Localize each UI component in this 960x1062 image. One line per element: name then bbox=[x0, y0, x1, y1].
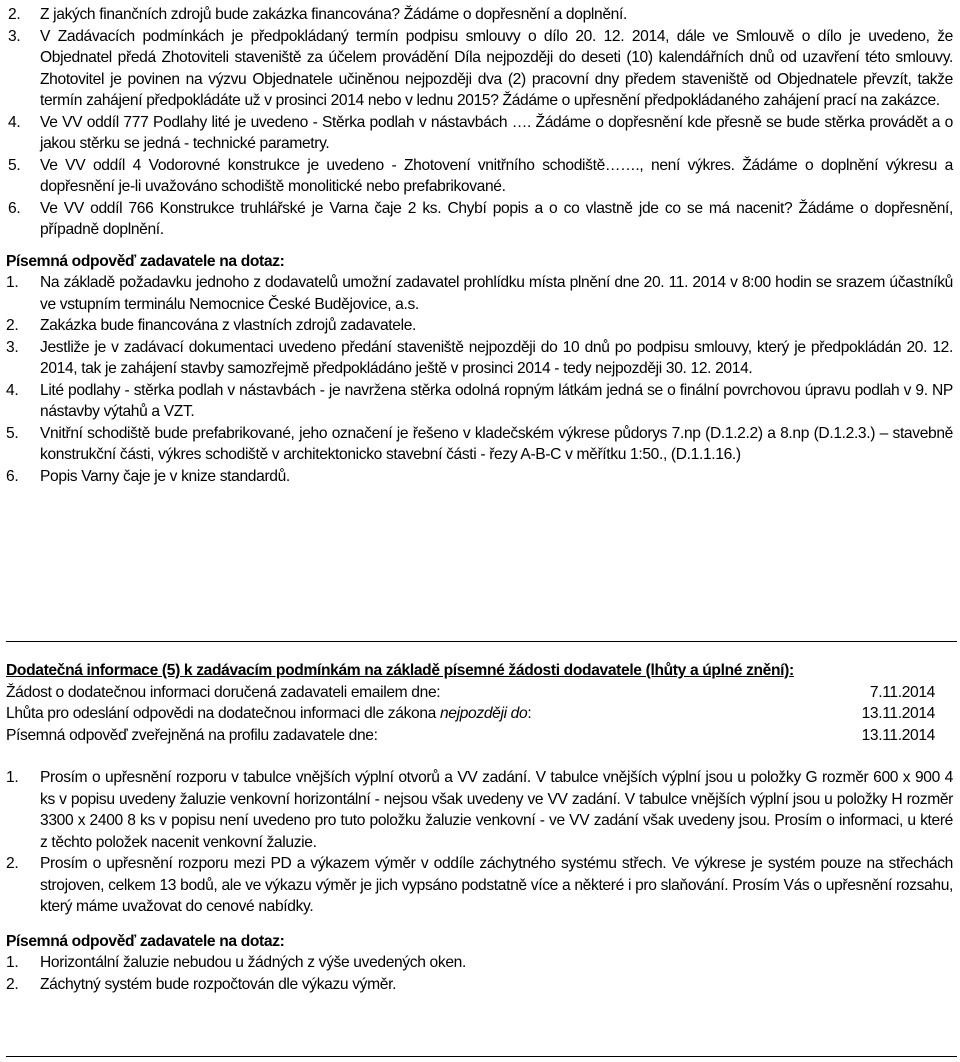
question-item bbox=[0, 112, 953, 155]
section-divider bbox=[6, 1056, 957, 1057]
item-number: 5. bbox=[8, 156, 21, 174]
info-label-text: Žádost o dodatečnou informaci doručená zadavateli emailem dne: bbox=[6, 683, 441, 701]
answer-item bbox=[0, 315, 953, 337]
item-number: 3. bbox=[8, 27, 21, 45]
item-number: 6. bbox=[6, 467, 19, 485]
answer-item bbox=[0, 337, 953, 380]
item-number: 1. bbox=[6, 274, 19, 291]
info-date: 13.11.2014 bbox=[861, 726, 935, 744]
item-text: V Zadávacích podmínkách je předpokládaný termín podpisu smlouvy o dílo 20. 12. 2014, dále ve Smlouvě o dílo je uvedeno, že Objednatel předá Zhotoviteli staveniště za účelem provádění Díla nejpozději do deseti (10) kalendářních dnů od uzavření této smlouvy. Zhotovitel je povinen na výzvu Objednatele učiněnou nejpozději dva (2) pracovní dny předem staveniště od Objednatele převzít, takže termín zahájení předpokládáte už v prosinci 2014 nebo v lednu 2015? Žádáme o upřesnění předpokládaného zahájení prací na zakázce. bbox=[40, 27, 953, 109]
answers-list bbox=[0, 272, 953, 487]
section-divider bbox=[6, 641, 957, 642]
answer-heading: Písemná odpověď zadavatele na dotaz: bbox=[6, 932, 285, 950]
answer-heading: Písemná odpověď zadavatele na dotaz: bbox=[6, 252, 285, 270]
info-label bbox=[6, 684, 440, 701]
item-text: Zakázka bude financována z vlastních zdrojů zadavatele. bbox=[40, 317, 417, 334]
question-item bbox=[0, 198, 953, 241]
info-title: Dodatečná informace (5) k zadávacím podmínkám na základě písemné žádosti dodavatele (lhůty a úplné znění): bbox=[6, 662, 794, 679]
item-number: 2. bbox=[8, 6, 21, 23]
item-number: 4. bbox=[8, 113, 21, 131]
question-item bbox=[0, 155, 953, 198]
item-number: 2. bbox=[6, 855, 19, 872]
item-number: 4. bbox=[6, 381, 19, 399]
answer-item bbox=[0, 380, 953, 423]
info-label bbox=[6, 727, 378, 744]
item-number: 6. bbox=[8, 199, 21, 217]
item-text: Popis Varny čaje je v knize standardů. bbox=[40, 467, 290, 485]
answer-item bbox=[0, 952, 953, 974]
questions-list-2 bbox=[0, 767, 953, 918]
item-text: Jestliže je v zadávací dokumentaci uvedeno předání staveniště nejpozději do 10 dnů po podpisu smlouvy, který je předpokládán 20. 12. 2014, tak je zahájení stavby samozřejmě předpokládáno ještě v prosinci 2014 - tedy nejpozději 30. 12. 2014. bbox=[40, 338, 953, 377]
info-label bbox=[6, 705, 531, 722]
item-text: Ve VV oddíl 766 Konstrukce truhlářské je Varna čaje 2 ks. Chybí popis a o co vlastně jde co se má nacenit? Žádáme o dopřesnění, případně doplnění. bbox=[40, 199, 953, 238]
info-date: 7.11.2014 bbox=[869, 683, 935, 701]
answer-item bbox=[0, 423, 953, 466]
answer-item bbox=[0, 974, 953, 996]
item-text: Vnitřní schodiště bude prefabrikované, jeho označení je řešeno v kladečském výkrese půdorys 7.np (D.1.2.2) a 8.np (D.1.2.3.) – stavebně konstrukční části, výkres schodiště v architektonicko stavební části - řezy A-B-C v měřítku 1:50., (D.1.1.16.) bbox=[40, 424, 953, 463]
question-item bbox=[0, 26, 953, 112]
item-number: 2. bbox=[6, 975, 19, 993]
item-text: Horizontální žaluzie nebudou u žádných z výše uvedených oken. bbox=[40, 954, 466, 971]
questions-list bbox=[0, 4, 953, 241]
info-row bbox=[0, 725, 953, 747]
bottom-section bbox=[0, 660, 953, 995]
answer-item bbox=[0, 272, 953, 315]
question-item bbox=[0, 853, 953, 918]
question-item bbox=[0, 4, 953, 26]
info-label-tail: : bbox=[527, 705, 532, 722]
item-number: 5. bbox=[6, 424, 19, 442]
item-text: Lité podlahy - stěrka podlah v nástavbách - je navržena stěrka odolná ropným látkám jedná se o finální povrchovou úpravu podlah v 9. NP nástavby výtahů a VZT. bbox=[40, 381, 953, 420]
info-label-text: Lhůta pro odeslání odpovědi na dodatečnou informaci dle zákona bbox=[6, 705, 440, 722]
info-label-text: Písemná odpověď zveřejněná na profilu zadavatele dne: bbox=[6, 726, 378, 744]
item-number: 1. bbox=[6, 954, 19, 971]
info-label-italic: nejpozději do bbox=[439, 705, 528, 722]
answer-item bbox=[0, 466, 953, 488]
item-text: Na základě požadavku jednoho z dodavatelů umožní zadavatel prohlídku místa plnění dne 20. 11. 2014 v 8:00 hodin se srazem účastníků ve vstupním terminálu Nemocnice České Budějovice, a.s. bbox=[40, 274, 953, 313]
item-number: 3. bbox=[6, 338, 19, 356]
info-date: 13.11.2014 bbox=[861, 705, 935, 722]
item-text: Prosím o upřesnění rozporu mezi PD a výkazem výměr v oddíle záchytného systému střech. Ve výkrese je systém pouze na střechách strojoven, celkem 13 bodů, ale ve výkazu výměr je jich vypsáno podstatně více a některé i pro slaňování. Prosím Vás o upřesnění rozsahu, který máme uvažovat do cenové nabídky. bbox=[40, 855, 953, 915]
info-row bbox=[0, 682, 953, 704]
answers-list-2 bbox=[0, 952, 953, 995]
item-number: 2. bbox=[6, 317, 19, 334]
info-row bbox=[0, 703, 953, 725]
question-item bbox=[0, 767, 953, 853]
item-text: Ve VV oddíl 777 Podlahy lité je uvedeno - Stěrka podlah v nástavbách …. Žádáme o dopřesnění kde přesně se bude stěrka provádět a o jakou stěrku se jedná - technické parametry. bbox=[40, 113, 953, 152]
item-text: Záchytný systém bude rozpočtován dle výkazu výměr. bbox=[40, 975, 397, 993]
item-text: Ve VV oddíl 4 Vodorovné konstrukce je uvedeno - Zhotovení vnitřního schodiště……., není výkres. Žádáme o doplnění výkresu a dopřesnění je-li uvažováno schodiště monolitické nebo prefabrikované. bbox=[40, 156, 953, 195]
item-number: 1. bbox=[6, 769, 19, 786]
top-section bbox=[0, 4, 953, 487]
info-dates bbox=[0, 682, 953, 747]
item-text: Prosím o upřesnění rozporu v tabulce vnějších výplní otvorů a VV zadání. V tabulce vnějších výplní jsou u položky G rozměr 600 x 900 4 ks v popisu uvedeny žaluzie venkovní horizontální - nejsou však uvedeny ve VV zadání. V tabulce vnějších výplní jsou u položky H rozměr 3300 x 2400 8 ks v popisu není uvedeno pro tuto položku žaluzie venkovní - ve VV zadání však uvedeny jsou. Prosím o informaci, u které z těchto položek nacenit venkovní žaluzie. bbox=[40, 769, 953, 851]
item-text: Z jakých finančních zdrojů bude zakázka financována? Žádáme o dopřesnění a doplnění. bbox=[40, 6, 627, 23]
